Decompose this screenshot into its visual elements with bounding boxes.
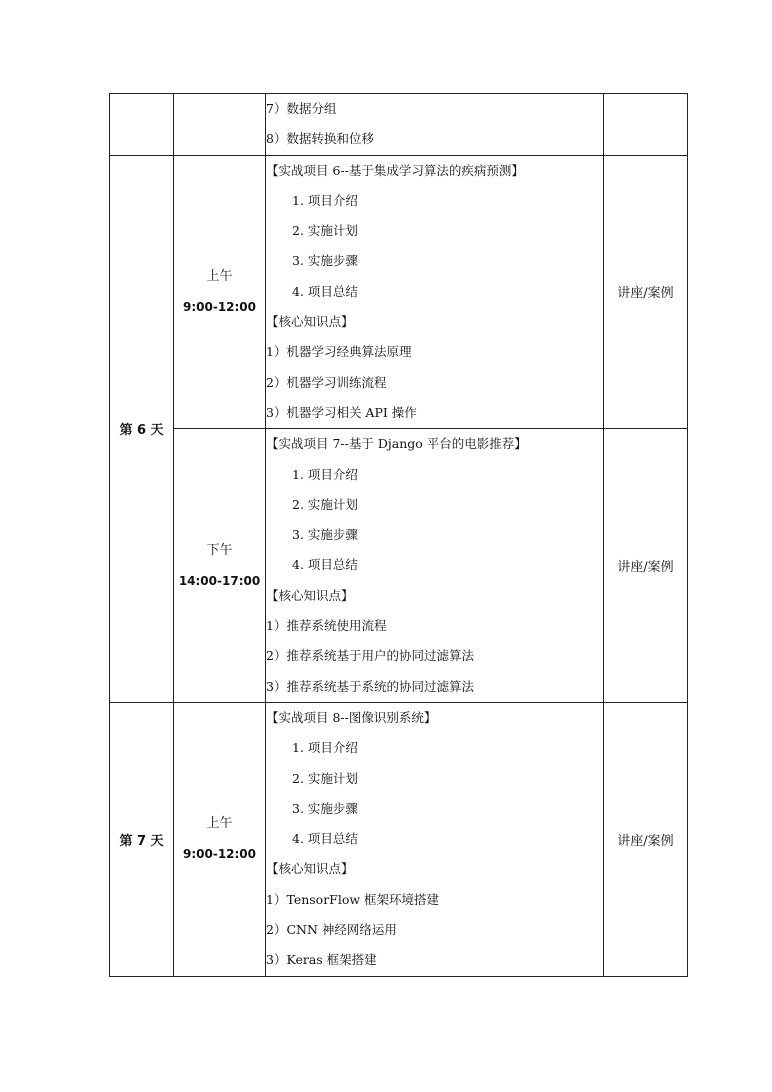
- day-label: 第 7 天: [110, 702, 174, 976]
- method-label: 讲座/案例: [604, 702, 688, 976]
- list-item: 2）推荐系统基于用户的协同过滤算法: [266, 648, 474, 664]
- time-cell: [174, 155, 266, 429]
- list-item: 8）数据转换和位移: [266, 131, 374, 147]
- list-item: 3. 实施步骤: [292, 253, 358, 269]
- period-label: 上午: [206, 816, 233, 832]
- table-row: [110, 702, 688, 976]
- content-cell: [266, 429, 604, 703]
- list-item: 3）Keras 框架搭建: [266, 952, 377, 968]
- method-label: 讲座/案例: [604, 429, 688, 703]
- content-cell: [266, 155, 604, 429]
- method-label: 讲座/案例: [604, 155, 688, 429]
- table-row: [110, 94, 688, 156]
- day-label: 第 6 天: [110, 155, 174, 702]
- list-item: 7）数据分组: [266, 101, 337, 116]
- content-cell: [266, 702, 604, 976]
- project-title: 【实战项目 6--基于集成学习算法的疾病预测】: [266, 162, 524, 178]
- method-cell: [604, 94, 688, 156]
- list-item: 2）机器学习训练流程: [266, 374, 387, 390]
- list-item: 1. 项目介绍: [292, 192, 358, 208]
- list-item: 2. 实施计划: [292, 770, 358, 786]
- time-range: 14:00-17:00: [178, 573, 261, 588]
- list-item: 1. 项目介绍: [292, 740, 358, 756]
- time-cell: [174, 429, 266, 703]
- project-title: 【实战项目 7--基于 Django 平台的电影推荐】: [266, 436, 527, 452]
- content-cell: [266, 94, 604, 156]
- period-label: 上午: [206, 268, 233, 284]
- table-row: [110, 429, 688, 703]
- core-heading: 【核心知识点】: [266, 314, 354, 330]
- core-heading: 【核心知识点】: [266, 861, 354, 877]
- list-item: 4. 项目总结: [292, 557, 358, 573]
- list-item: 3）机器学习相关 API 操作: [266, 404, 417, 420]
- list-item: 2. 实施计划: [292, 223, 358, 239]
- list-item: 4. 项目总结: [292, 831, 358, 847]
- list-item: 2. 实施计划: [292, 496, 358, 512]
- time-cell: [174, 94, 266, 156]
- time-range: 9:00-12:00: [182, 299, 257, 314]
- time-range: 9:00-12:00: [182, 847, 257, 862]
- list-item: 3. 实施步骤: [292, 800, 358, 816]
- list-item: 1. 项目介绍: [292, 466, 358, 482]
- project-title: 【实战项目 8--图像识别系统】: [266, 709, 437, 725]
- day-cell: [110, 94, 174, 156]
- table-row: [110, 155, 688, 429]
- list-item: 3. 实施步骤: [292, 527, 358, 543]
- list-item: 3）推荐系统基于系统的协同过滤算法: [266, 678, 474, 694]
- list-item: 2）CNN 神经网络运用: [266, 922, 397, 938]
- schedule-table: [109, 93, 688, 977]
- list-item: 1）推荐系统使用流程: [266, 618, 387, 634]
- period-label: 下午: [206, 542, 233, 558]
- list-item: 4. 项目总结: [292, 283, 358, 299]
- time-cell: [174, 702, 266, 976]
- list-item: 1）机器学习经典算法原理: [266, 344, 412, 360]
- list-item: 1）TensorFlow 框架环境搭建: [266, 891, 440, 907]
- core-heading: 【核心知识点】: [266, 587, 354, 603]
